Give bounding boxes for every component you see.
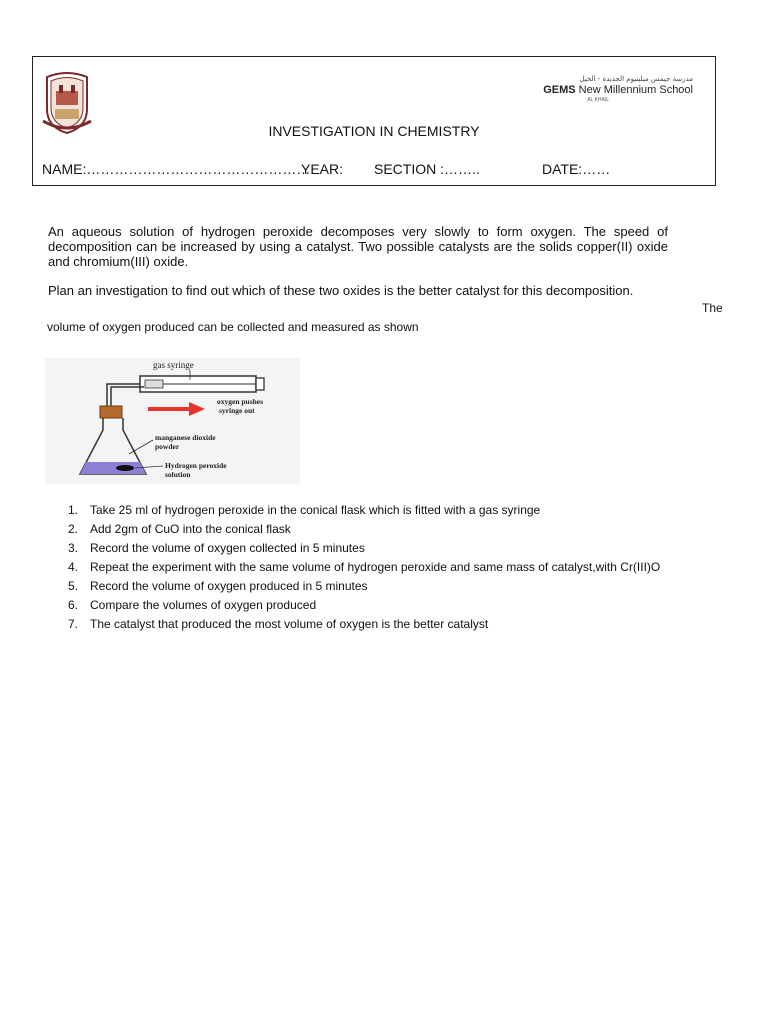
label-gas-syringe: gas syringe [153,360,194,370]
step-number: 4. [68,560,79,574]
intro-paragraph-1: An aqueous solution of hydrogen peroxide decomposes very slowly to form oxygen. The speed of decomposition can be increased by using a catalyst. Two possible catalysts are the solids copper(II) oxide and chromium(III) oxide. [48,224,668,269]
date-field: DATE:…… [542,161,611,177]
intro-paragraph-2: Plan an investigation to find out which of these two oxides is the better catalyst for this decomposition. [48,283,634,298]
step-text: The catalyst that produced the most volume of oxygen is the better catalyst [90,617,489,631]
brand-name [543,84,693,96]
section-field: SECTION :…….. [374,161,480,177]
label-oxygen-pushes: oxygen pushes [217,397,264,406]
brand-arabic-name: مدرسة جيمس ميلينيوم الجديدة - الخيل [579,75,693,83]
procedure-step [68,502,660,521]
step-number: 5. [68,579,79,593]
name-field: NAME:………………………………………… [42,161,311,177]
step-number: 1. [68,503,79,517]
step-number: 7. [68,617,79,631]
step-text: Take 25 ml of hydrogen peroxide in the conical flask which is fitted with a gas syringe [90,503,541,517]
brand-name-bold: GEMS [543,84,576,96]
step-text: Record the volume of oxygen produced in 5 minutes [90,579,368,593]
intro-trailing-word: The [702,301,723,315]
step-number: 2. [68,522,79,536]
label-syringe-out: syringe out [219,406,255,415]
arrow-head [189,402,205,416]
procedure-steps-list [68,502,660,635]
catalyst-powder [116,465,134,471]
procedure-step [68,540,660,559]
label-manganese-dioxide: manganese dioxide [155,433,216,442]
step-text: Record the volume of oxygen collected in 5 minutes [90,541,365,555]
brand-location: AL KHAIL [587,97,609,103]
brand-name-rest: New Millennium School [575,84,693,96]
procedure-step [68,597,660,616]
header-box [32,56,716,186]
label-hydrogen-peroxide: Hydrogen peroxide [165,461,227,470]
document-title: INVESTIGATION IN CHEMISTRY [268,123,480,139]
rubber-stopper [100,406,122,418]
procedure-step [68,616,660,635]
syringe-plunger-head [145,380,163,388]
step-number: 3. [68,541,79,555]
step-text: Repeat the experiment with the same volume of hydrogen peroxide and same mass of catalyst,with Cr(III)O [90,560,661,574]
step-text: Add 2gm of CuO into the conical flask [90,522,291,536]
delivery-tube-inner [111,387,144,406]
intro-paragraph-3: volume of oxygen produced can be collected and measured as shown [47,320,419,334]
procedure-step [68,578,660,597]
year-field: YEAR: [301,161,344,177]
label-solution: solution [165,470,191,479]
apparatus-diagram [45,358,300,484]
procedure-step [68,559,660,578]
step-text: Compare the volumes of oxygen produced [90,598,317,612]
step-number: 6. [68,598,79,612]
label-powder: powder [155,442,180,451]
syringe-handle [256,378,264,390]
school-brand [543,75,693,103]
procedure-step [68,521,660,540]
